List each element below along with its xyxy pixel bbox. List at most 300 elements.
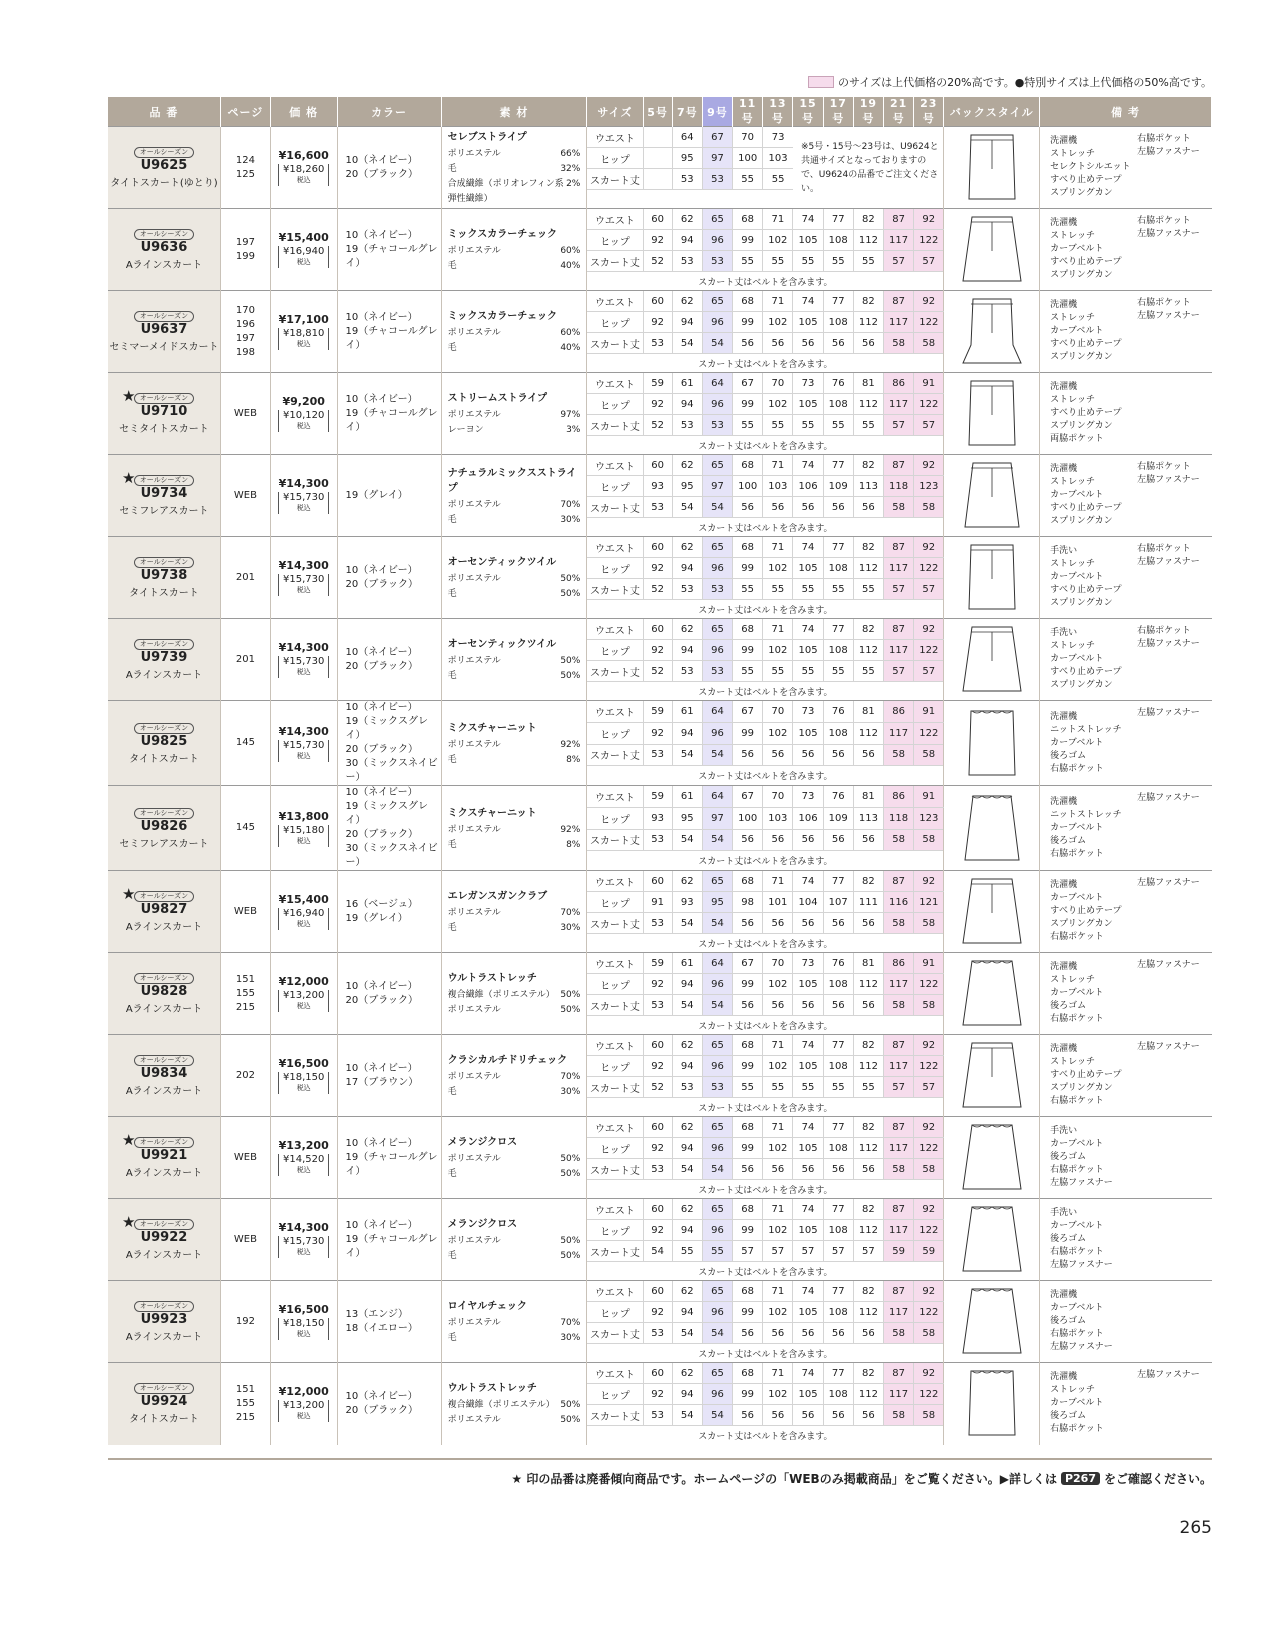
fiber-name: 毛 <box>447 1333 457 1343</box>
size-value: 87 <box>884 537 914 558</box>
size-value: 121 <box>914 892 944 913</box>
size-value: 98 <box>733 892 763 913</box>
size-value: 62 <box>672 291 702 312</box>
size-value: 71 <box>763 291 793 312</box>
size-label: スカート丈 <box>587 169 643 190</box>
remarks-cell <box>1040 786 1212 871</box>
size-value: 54 <box>643 1241 672 1262</box>
size-value: 117 <box>884 974 914 995</box>
size-value: 82 <box>853 455 883 476</box>
catalog-pages: 145 <box>220 701 270 786</box>
size-value: 92 <box>914 1281 944 1302</box>
size-value: 68 <box>733 455 763 476</box>
size-value: 87 <box>884 455 914 476</box>
fiber-percent: 40% <box>560 261 581 271</box>
fiber-name: レーヨン <box>447 425 484 435</box>
size-value: 100 <box>733 148 763 169</box>
size-value: 53 <box>643 995 672 1016</box>
remarks-right: 右脇ポケット 左脇ファスナー <box>1137 134 1200 157</box>
size-value: 102 <box>763 1138 793 1159</box>
size-value: 53 <box>672 661 702 682</box>
size-value: 56 <box>853 744 883 766</box>
size-value: 60 <box>643 291 672 312</box>
size-value: 118 <box>884 807 914 829</box>
length-note: スカート丈はベルトを含みます。 <box>698 1431 833 1442</box>
size-value: 60 <box>643 537 672 558</box>
size-label: ヒップ <box>587 892 643 913</box>
size-value: 56 <box>763 1159 793 1180</box>
price-with-tax <box>278 574 329 596</box>
tax-price: ¥16,940 <box>283 908 325 919</box>
season-tag: オールシーズン <box>134 311 194 322</box>
fiber-percent: 30% <box>560 1087 581 1097</box>
size-value: 71 <box>763 209 793 230</box>
size-value: 55 <box>733 579 763 600</box>
size-value: 56 <box>853 913 883 934</box>
size-value: 56 <box>763 1323 793 1344</box>
fiber-name: ポリエステル <box>447 328 501 338</box>
size-value: 117 <box>884 1056 914 1077</box>
size-value: 54 <box>672 497 702 518</box>
size-value: 74 <box>793 1281 823 1302</box>
tax-label: 税込 <box>296 586 311 594</box>
size-value: 105 <box>793 394 823 415</box>
material-name: オーセンティックツイル <box>447 639 557 650</box>
header-cell: カラー <box>337 97 441 127</box>
size-value: 58 <box>884 1323 914 1344</box>
size-value: 107 <box>823 892 853 913</box>
size-value: 53 <box>643 1405 672 1426</box>
size-value: 71 <box>763 455 793 476</box>
size-value: 87 <box>884 1117 914 1138</box>
size-value: 77 <box>823 619 853 640</box>
size-value: 122 <box>914 312 944 333</box>
material-line <box>448 162 581 177</box>
size-value: 54 <box>702 1323 732 1344</box>
size-value: 62 <box>672 1117 702 1138</box>
size-value: 92 <box>643 974 672 995</box>
product-number: U9739 <box>140 650 188 665</box>
size-value: 103 <box>763 807 793 829</box>
fiber-name: 毛 <box>447 514 457 525</box>
material-line <box>448 838 581 853</box>
tax-price: ¥10,120 <box>283 410 325 421</box>
remarks-left: 洗濯機 ストレッチ すべり止めテープ スプリングカン 両脇ポケット <box>1050 382 1122 444</box>
product-name: Aラインスカート <box>125 1250 203 1261</box>
size-value: 73 <box>793 373 823 394</box>
size-value: 87 <box>884 1035 914 1056</box>
length-note: スカート丈はベルトを含みます。 <box>698 1021 833 1032</box>
size-value: 77 <box>823 1363 853 1384</box>
fiber-name: 複合繊維（ポリエステル） <box>447 990 555 1000</box>
size-value: 55 <box>793 415 823 436</box>
size-value: 56 <box>853 333 883 354</box>
size-value: 96 <box>702 974 732 995</box>
tax-label: 税込 <box>296 340 311 348</box>
size-value: 55 <box>733 415 763 436</box>
size-value: 77 <box>823 537 853 558</box>
skirt-back-illustration <box>957 790 1027 864</box>
price-with-tax <box>278 410 329 432</box>
fiber-percent: 50% <box>560 589 581 599</box>
size-value: 105 <box>793 640 823 661</box>
size-value: 52 <box>643 415 672 436</box>
tax-price: ¥15,730 <box>283 492 325 503</box>
size-value: 82 <box>853 619 883 640</box>
colors-cell: 10（ネイビー） 19（チャコールグレイ） <box>337 373 441 455</box>
fiber-percent: 50% <box>560 1415 581 1426</box>
product-code-cell <box>108 1035 220 1117</box>
material-cell <box>441 537 587 619</box>
season-tag: オールシーズン <box>134 723 194 734</box>
size-value: 61 <box>672 373 702 394</box>
size-value: 99 <box>733 558 763 579</box>
fiber-percent: 50% <box>560 1400 581 1411</box>
remarks-right: 左脇ファスナー <box>1137 878 1200 888</box>
size-value: 56 <box>733 744 763 766</box>
size-value: 56 <box>853 995 883 1016</box>
size-value: 108 <box>823 312 853 333</box>
size-value: 56 <box>823 1405 853 1426</box>
size-value: 56 <box>733 333 763 354</box>
size-value: 96 <box>702 1384 732 1405</box>
product-name: Aラインスカート <box>125 1168 203 1179</box>
material-line <box>448 513 581 528</box>
size-value: 60 <box>643 619 672 640</box>
size-value: 60 <box>643 1035 672 1056</box>
material-cell <box>441 127 587 209</box>
size-label: ウエスト <box>587 537 643 558</box>
back-style-cell <box>944 1281 1040 1363</box>
product-name: タイトスカート <box>129 753 199 765</box>
size-value: 54 <box>672 744 702 766</box>
size-value: 74 <box>793 1199 823 1220</box>
size-value: 54 <box>672 333 702 354</box>
size-value: 94 <box>672 640 702 661</box>
size-value: 99 <box>733 974 763 995</box>
size-value: 53 <box>643 829 672 851</box>
size-value: 122 <box>914 394 944 415</box>
tax-price: ¥14,520 <box>283 1154 325 1165</box>
material-name: メランジクロス <box>447 1219 518 1230</box>
season-tag: オールシーズン <box>134 229 194 240</box>
material-line <box>448 1331 581 1346</box>
size-value: 58 <box>914 829 944 851</box>
colors-cell: 16（ベージュ） 19（グレイ） <box>337 871 441 953</box>
tax-label: 税込 <box>296 1002 311 1010</box>
price-legend <box>808 74 1212 90</box>
header-cell: 11号 <box>733 97 763 127</box>
size-value: 105 <box>793 558 823 579</box>
size-value: 102 <box>763 1302 793 1323</box>
size-value: 95 <box>672 148 702 169</box>
size-value: 57 <box>914 251 944 272</box>
material-line <box>448 823 581 838</box>
fiber-percent: 70% <box>560 1318 581 1328</box>
size-value: 52 <box>643 579 672 600</box>
size-value: 65 <box>702 1281 732 1302</box>
size-value: 112 <box>853 394 883 415</box>
product-number: U9637 <box>140 322 188 337</box>
size-label: スカート丈 <box>587 1159 643 1180</box>
remarks-left: 洗濯機 カーブベルト すべり止めテープ スプリングカン 右脇ポケット <box>1050 880 1122 942</box>
catalog-pages: 151 155 215 <box>220 953 270 1035</box>
size-value: 77 <box>823 455 853 476</box>
size-value: 55 <box>672 1241 702 1262</box>
size-value: 56 <box>733 1159 763 1180</box>
fiber-name: 毛 <box>447 1087 457 1097</box>
size-value: 67 <box>733 786 763 808</box>
size-value: 100 <box>733 807 763 829</box>
length-note: スカート丈はベルトを含みます。 <box>698 359 833 370</box>
size-value: 97 <box>702 476 732 497</box>
season-tag: オールシーズン <box>134 1219 194 1230</box>
size-value: 73 <box>793 701 823 723</box>
tax-price: ¥15,730 <box>283 574 325 585</box>
size-value: 86 <box>884 373 914 394</box>
table-row <box>108 619 1212 640</box>
fiber-percent: 50% <box>560 671 581 681</box>
material-name: ストリームストライプ <box>447 393 548 404</box>
size-value: 55 <box>853 1077 883 1098</box>
size-value: 55 <box>823 251 853 272</box>
size-value: 73 <box>793 953 823 974</box>
product-code-cell <box>108 619 220 701</box>
size-value: 57 <box>733 1241 763 1262</box>
table-header <box>108 97 1212 127</box>
colors-cell: 10（ネイビー） 20（ブラック） <box>337 127 441 209</box>
size-value: 68 <box>733 871 763 892</box>
size-value: 111 <box>853 892 883 913</box>
season-tag: オールシーズン <box>134 147 194 158</box>
fiber-percent: 97% <box>560 410 581 420</box>
material-line <box>448 572 581 587</box>
skirt-back-illustration <box>957 621 1027 695</box>
size-value: 102 <box>763 974 793 995</box>
size-value: 94 <box>672 1220 702 1241</box>
price-with-tax <box>278 990 329 1012</box>
size-value: 96 <box>702 1056 732 1077</box>
size-value: 65 <box>702 1035 732 1056</box>
footer-text: ★ 印の品番は廃番傾向商品です。ホームページの「WEBのみ掲載商品」をご覧ください。▶詳しくは <box>511 1472 1057 1486</box>
size-value: 74 <box>793 1035 823 1056</box>
remarks-cell <box>1040 1281 1212 1363</box>
material-line <box>448 906 581 921</box>
product-name: セミタイトスカート <box>119 424 209 435</box>
fiber-percent: 92% <box>560 739 581 750</box>
size-value: 70 <box>763 373 793 394</box>
size-value: 64 <box>672 127 702 148</box>
price: ¥14,300 <box>278 724 329 738</box>
size-value: 65 <box>702 619 732 640</box>
size-value: 108 <box>823 1384 853 1405</box>
skirt-back-illustration <box>957 211 1027 285</box>
material-line <box>448 326 581 341</box>
price-cell <box>270 871 337 953</box>
page-ref-badge[interactable]: P267 <box>1061 1472 1100 1485</box>
material-cell <box>441 701 587 786</box>
size-value: 56 <box>763 1405 793 1426</box>
size-value: 103 <box>763 148 793 169</box>
size-value: 56 <box>853 1405 883 1426</box>
size-value: 92 <box>914 455 944 476</box>
material-line <box>448 244 581 259</box>
tax-label: 税込 <box>296 836 311 845</box>
price: ¥14,300 <box>278 559 329 572</box>
remarks-left: 洗濯機 ストレッチ カーブベルト すべり止めテープ スプリングカン <box>1050 464 1122 526</box>
size-label: スカート丈 <box>587 251 643 272</box>
size-value: 53 <box>702 1077 732 1098</box>
size-value: 108 <box>823 1056 853 1077</box>
catalog-pages: WEB <box>220 1199 270 1281</box>
size-value: 108 <box>823 1220 853 1241</box>
price-cell <box>270 1199 337 1281</box>
size-value: 102 <box>763 394 793 415</box>
product-number: U9921 <box>140 1148 188 1163</box>
header-cell: 素 材 <box>441 97 587 127</box>
product-code-cell <box>108 953 220 1035</box>
header-cell: 15号 <box>793 97 823 127</box>
size-value: 55 <box>823 661 853 682</box>
tax-price: ¥18,150 <box>283 1072 325 1083</box>
size-value: 71 <box>763 1281 793 1302</box>
season-tag: オールシーズン <box>134 891 194 902</box>
size-label: ヒップ <box>587 312 643 333</box>
table-row <box>108 953 1212 974</box>
size-value: 55 <box>763 579 793 600</box>
fiber-percent: 70% <box>560 499 581 510</box>
material-line <box>448 1167 581 1182</box>
size-value: 55 <box>853 579 883 600</box>
size-label: ヒップ <box>587 807 643 829</box>
material-line <box>448 753 581 768</box>
material-cell <box>441 1035 587 1117</box>
table-bottom-rule <box>108 1458 1212 1460</box>
size-value: 55 <box>763 251 793 272</box>
size-value: 60 <box>643 1281 672 1302</box>
size-value: 56 <box>763 995 793 1016</box>
tax-label: 税込 <box>296 1084 311 1092</box>
tax-price: ¥15,730 <box>283 739 325 751</box>
size-value: 96 <box>702 394 732 415</box>
remarks-cell <box>1040 537 1212 619</box>
remarks-left: 洗濯機 ストレッチ カーブベルト 後ろゴム 右脇ポケット <box>1050 962 1104 1024</box>
size-value: 76 <box>823 786 853 808</box>
catalog-pages: 151 155 215 <box>220 1363 270 1445</box>
colors-cell: 10（ネイビー） 20（ブラック） <box>337 953 441 1035</box>
size-label: ウエスト <box>587 786 643 808</box>
size-value: 53 <box>702 251 732 272</box>
size-value: 55 <box>793 1077 823 1098</box>
material-name: ミクスチャーニット <box>447 807 537 819</box>
material-line <box>448 738 581 753</box>
size-value <box>643 148 672 169</box>
size-label: ヒップ <box>587 1384 643 1405</box>
size-value: 76 <box>823 701 853 723</box>
size-label: スカート丈 <box>587 913 643 934</box>
colors-cell: 10（ネイビー） 19（チャコールグレイ） <box>337 1117 441 1199</box>
product-number: U9924 <box>140 1394 188 1410</box>
size-value: 102 <box>763 312 793 333</box>
size-value: 92 <box>643 1302 672 1323</box>
table-row <box>108 871 1212 892</box>
size-value: 57 <box>884 661 914 682</box>
remarks-cell <box>1040 291 1212 373</box>
table-row <box>108 786 1212 808</box>
size-value: 53 <box>672 1077 702 1098</box>
size-value: 58 <box>884 1159 914 1180</box>
material-cell <box>441 373 587 455</box>
size-value: 56 <box>823 1323 853 1344</box>
material-line <box>448 423 581 438</box>
size-label: スカート丈 <box>587 1241 643 1262</box>
size-label: ウエスト <box>587 701 643 723</box>
size-value: 86 <box>884 786 914 808</box>
price-with-tax <box>278 825 329 847</box>
product-name: Aラインスカート <box>125 1332 203 1343</box>
size-value: 64 <box>702 786 732 808</box>
back-style-cell <box>944 209 1040 291</box>
skirt-back-illustration <box>957 375 1027 449</box>
header-cell: 19号 <box>853 97 883 127</box>
size-value: 68 <box>733 291 763 312</box>
price: ¥17,100 <box>278 313 329 326</box>
header-cell: 21号 <box>884 97 914 127</box>
size-value: 55 <box>793 579 823 600</box>
size-value: 96 <box>702 558 732 579</box>
size-value: 57 <box>914 415 944 436</box>
size-value: 94 <box>672 974 702 995</box>
skirt-back-illustration <box>957 539 1027 613</box>
fiber-percent: 2% <box>566 179 581 189</box>
size-value: 92 <box>643 1138 672 1159</box>
tax-price: ¥15,730 <box>283 656 325 667</box>
size-value: 62 <box>672 1035 702 1056</box>
size-value: 117 <box>884 1138 914 1159</box>
price-cell <box>270 1117 337 1199</box>
product-code-cell <box>108 871 220 953</box>
size-value: 57 <box>914 1077 944 1098</box>
size-value: 122 <box>914 1220 944 1241</box>
size-value: 55 <box>733 169 763 190</box>
size-value: 53 <box>672 251 702 272</box>
remarks-left: 洗濯機 ストレッチ カーブベルト すべり止めテープ スプリングカン <box>1050 218 1122 280</box>
fiber-percent: 50% <box>560 656 581 666</box>
length-note: スカート丈はベルトを含みます。 <box>698 857 833 868</box>
product-code-cell <box>108 373 220 455</box>
header-cell: サイズ <box>587 97 643 127</box>
size-value: 58 <box>884 913 914 934</box>
material-cell <box>441 1281 587 1363</box>
tax-price: ¥16,940 <box>283 246 325 257</box>
size-value: 55 <box>733 251 763 272</box>
size-label: スカート丈 <box>587 1405 643 1426</box>
size-value: 60 <box>643 455 672 476</box>
discontinued-star-icon: ★ <box>122 387 136 405</box>
back-style-cell <box>944 953 1040 1035</box>
price: ¥15,400 <box>278 893 329 906</box>
remarks-right: 右脇ポケット 左脇ファスナー <box>1137 626 1200 649</box>
size-value: 67 <box>733 701 763 723</box>
price: ¥16,500 <box>278 1303 329 1316</box>
size-value: 102 <box>763 1220 793 1241</box>
size-value: 77 <box>823 1035 853 1056</box>
size-value: 81 <box>853 701 883 723</box>
length-note-empty <box>587 190 793 209</box>
product-name: タイトスカート <box>129 588 199 599</box>
fiber-percent: 50% <box>560 574 581 584</box>
material-name: セレブストライプ <box>447 132 527 143</box>
